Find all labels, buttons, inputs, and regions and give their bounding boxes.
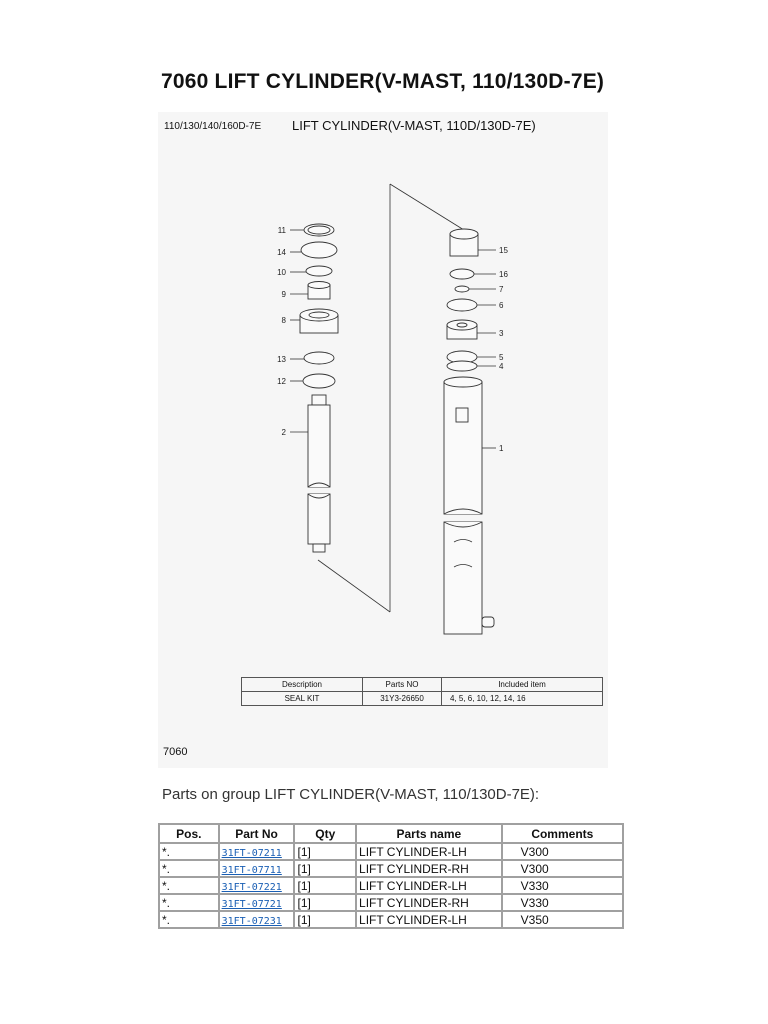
part-6-seal [447, 299, 477, 311]
frame-line-bottom [318, 560, 390, 612]
part-2-rod-tip [312, 395, 326, 405]
cell-pos: *. [159, 877, 219, 894]
part-no-link[interactable]: 31FT-07721 [221, 898, 282, 910]
part-4-ring [447, 361, 477, 371]
part-9-top [308, 282, 330, 289]
cell-qty: [1] [294, 860, 356, 877]
callout-4: 4 [499, 362, 504, 371]
cell-pos: *. [159, 894, 219, 911]
part-no-link[interactable]: 31FT-07221 [221, 881, 282, 893]
cell-parts-name: LIFT CYLINDER-LH [356, 911, 502, 928]
cell-pos: *. [159, 860, 219, 877]
cell-part-no [219, 860, 295, 877]
part-10-seal [306, 266, 332, 276]
header-comments: Comments [502, 824, 623, 843]
header-part-no: Part No [219, 824, 295, 843]
part-no-link[interactable]: 31FT-07231 [221, 915, 282, 927]
callout-7: 7 [499, 285, 504, 294]
parts-heading: Parts on group LIFT CYLINDER(V-MAST, 110/130D-7E): [162, 786, 540, 803]
table-row [159, 877, 623, 894]
header-parts-name: Parts name [356, 824, 502, 843]
part-11-inner [308, 226, 330, 234]
cell-parts-name: LIFT CYLINDER-LH [356, 877, 502, 894]
cell-pos: *. [159, 843, 219, 860]
callout-16: 16 [499, 270, 508, 279]
seal-kit-description: SEAL KIT [242, 692, 363, 706]
callout-9: 9 [281, 290, 286, 299]
callout-3: 3 [499, 329, 504, 338]
part-no-link[interactable]: 31FT-07211 [221, 847, 282, 859]
callout-1: 1 [499, 444, 504, 453]
table-row [159, 894, 623, 911]
cell-comments: V300 [502, 860, 623, 877]
cell-comments: V330 [502, 894, 623, 911]
part-14-o-ring [301, 242, 337, 258]
diagram-model-list: 110/130/140/160D-7E [164, 121, 262, 132]
part-12-o-ring [303, 374, 335, 388]
cell-comments: V300 [502, 843, 623, 860]
header-pos: Pos. [159, 824, 219, 843]
cell-qty: [1] [294, 877, 356, 894]
seal-kit-header-parts-no: Parts NO [363, 678, 442, 692]
seal-kit-row [242, 692, 603, 706]
diagram-title: LIFT CYLINDER(V-MAST, 110D/130D-7E) [292, 118, 536, 133]
callout-11: 11 [277, 226, 286, 235]
part-13-ring [304, 352, 334, 364]
cell-part-no [219, 843, 295, 860]
cell-qty: [1] [294, 911, 356, 928]
cell-comments: V330 [502, 877, 623, 894]
cell-comments: V350 [502, 911, 623, 928]
part-1-mount-lug [482, 617, 494, 627]
callout-14: 14 [277, 248, 286, 257]
seal-kit-parts-no: 31Y3-26650 [363, 692, 442, 706]
cell-pos: *. [159, 911, 219, 928]
callout-8: 8 [281, 316, 286, 325]
cell-part-no [219, 877, 295, 894]
callout-13: 13 [277, 355, 286, 364]
table-row [159, 911, 623, 928]
part-2-rod-upper [308, 405, 330, 487]
figure-number: 7060 [163, 746, 188, 758]
cell-parts-name: LIFT CYLINDER-RH [356, 860, 502, 877]
seal-kit-included: 4, 5, 6, 10, 12, 14, 16 [442, 692, 603, 706]
header-qty: Qty [294, 824, 356, 843]
part-3-bore [457, 323, 467, 327]
part-1-tube-upper [444, 382, 482, 514]
callout-15: 15 [499, 246, 508, 255]
part-1-tube-lower [444, 522, 482, 634]
callout-10: 10 [277, 268, 286, 277]
callout-5: 5 [499, 353, 504, 362]
seal-kit-header-row [242, 678, 603, 692]
cell-parts-name: LIFT CYLINDER-LH [356, 843, 502, 860]
parts-table-header-row [159, 824, 623, 843]
page-title: 7060 LIFT CYLINDER(V-MAST, 110/130D-7E) [161, 70, 605, 93]
part-2-rod-lower [308, 494, 330, 544]
cell-part-no [219, 911, 295, 928]
cell-qty: [1] [294, 843, 356, 860]
part-1-port [456, 408, 468, 422]
cell-parts-name: LIFT CYLINDER-RH [356, 894, 502, 911]
part-7-ring [455, 286, 469, 292]
part-8-bore [309, 312, 329, 318]
seal-kit-header-description: Description [242, 678, 363, 692]
seal-kit-header-included: Included item [442, 678, 603, 692]
part-15-top [450, 229, 478, 239]
frame-line-top [390, 184, 464, 230]
cylinder-exploded-drawing [158, 112, 608, 768]
parts-table [158, 823, 624, 929]
cell-qty: [1] [294, 894, 356, 911]
callout-2: 2 [281, 428, 286, 437]
part-16-o-ring [450, 269, 474, 279]
table-row [159, 843, 623, 860]
seal-kit-table [241, 677, 603, 706]
exploded-parts-diagram [158, 112, 608, 768]
callout-6: 6 [499, 301, 504, 310]
callout-12: 12 [277, 377, 286, 386]
part-no-link[interactable]: 31FT-07711 [221, 864, 282, 876]
cell-part-no [219, 894, 295, 911]
table-row [159, 860, 623, 877]
part-2-rod-end [313, 544, 325, 552]
part-1-tube-top [444, 377, 482, 387]
